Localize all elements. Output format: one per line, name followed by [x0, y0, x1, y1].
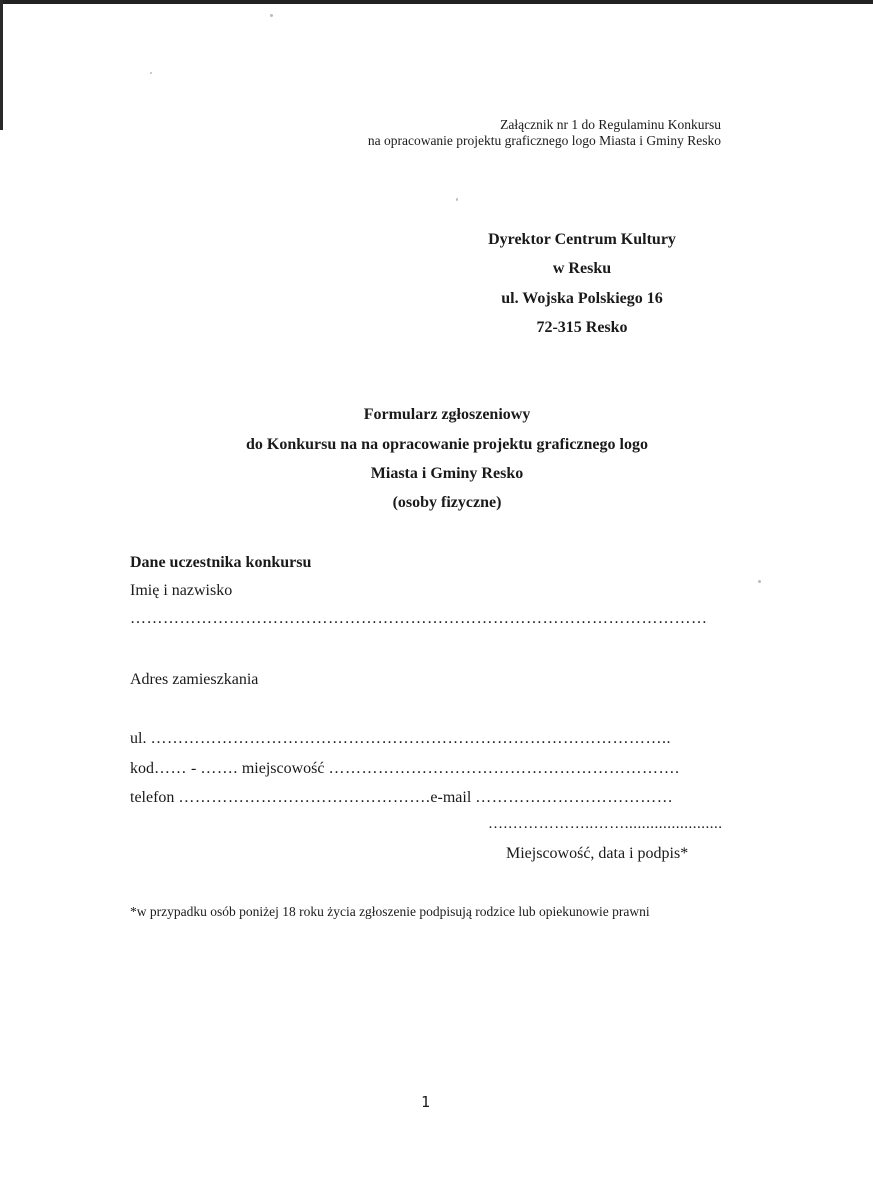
- footnote: *w przypadku osób poniżej 18 roku życia zgłoszenie podpisują rodzice lub opiekunowie prawni: [130, 904, 650, 919]
- city-label: miejscowość: [241, 760, 325, 777]
- scan-speck: [456, 198, 458, 201]
- phone-email-row: [130, 789, 673, 807]
- recipient-line-4: 72-315 Resko: [536, 319, 628, 336]
- postcode-city-row: [130, 760, 679, 778]
- street-field[interactable]: …………………………………………………………………………………..: [150, 730, 671, 747]
- email-field[interactable]: ………………………………: [475, 789, 674, 806]
- street-row: [130, 730, 671, 748]
- recipient-line-1: Dyrektor Centrum Kultury: [488, 231, 676, 248]
- phone-field[interactable]: ……………………………………….: [178, 789, 431, 806]
- recipient-line-3: ul. Wojska Polskiego 16: [501, 290, 663, 307]
- postcode-field-2[interactable]: …….: [200, 760, 238, 777]
- email-label: e-mail: [430, 789, 472, 806]
- street-label: ul.: [130, 730, 147, 747]
- recipient-line-2: w Resku: [552, 260, 612, 277]
- participant-heading: Dane uczestnika konkursu: [130, 554, 312, 571]
- name-label: Imię i nazwisko: [130, 582, 233, 599]
- signature-field[interactable]: ….……………..…….......................: [488, 816, 723, 832]
- scan-edge-top: [0, 0, 873, 4]
- postcode-label: kod: [130, 760, 154, 777]
- postcode-separator: -: [191, 760, 197, 777]
- form-title-line-3: Miasta i Gminy Resko: [370, 465, 524, 482]
- scan-speck: [150, 72, 152, 74]
- page-number: 1: [421, 1093, 431, 1111]
- scan-edge-left: [0, 0, 3, 130]
- postcode-field-1[interactable]: ……: [154, 760, 187, 777]
- form-title-line-4: (osoby fizyczne): [392, 494, 502, 511]
- annex-line-1: Załącznik nr 1 do Regulaminu Konkursu: [500, 117, 721, 132]
- scan-speck: [758, 580, 761, 583]
- phone-label: telefon: [130, 789, 175, 806]
- scan-speck: [270, 14, 273, 17]
- form-title-line-1: Formularz zgłoszeniowy: [363, 406, 531, 423]
- name-field[interactable]: ……………………………………………………………………………………………: [130, 610, 708, 627]
- annex-line-2: na opracowanie projektu graficznego logo Miasta i Gminy Resko: [367, 133, 721, 148]
- form-title-line-2: do Konkursu na na opracowanie projektu graficznego logo: [246, 436, 648, 453]
- address-label: Adres zamieszkania: [130, 671, 259, 688]
- signature-label: Miejscowość, data i podpis*: [506, 845, 689, 862]
- city-field[interactable]: ……………………………………………………….: [328, 760, 680, 777]
